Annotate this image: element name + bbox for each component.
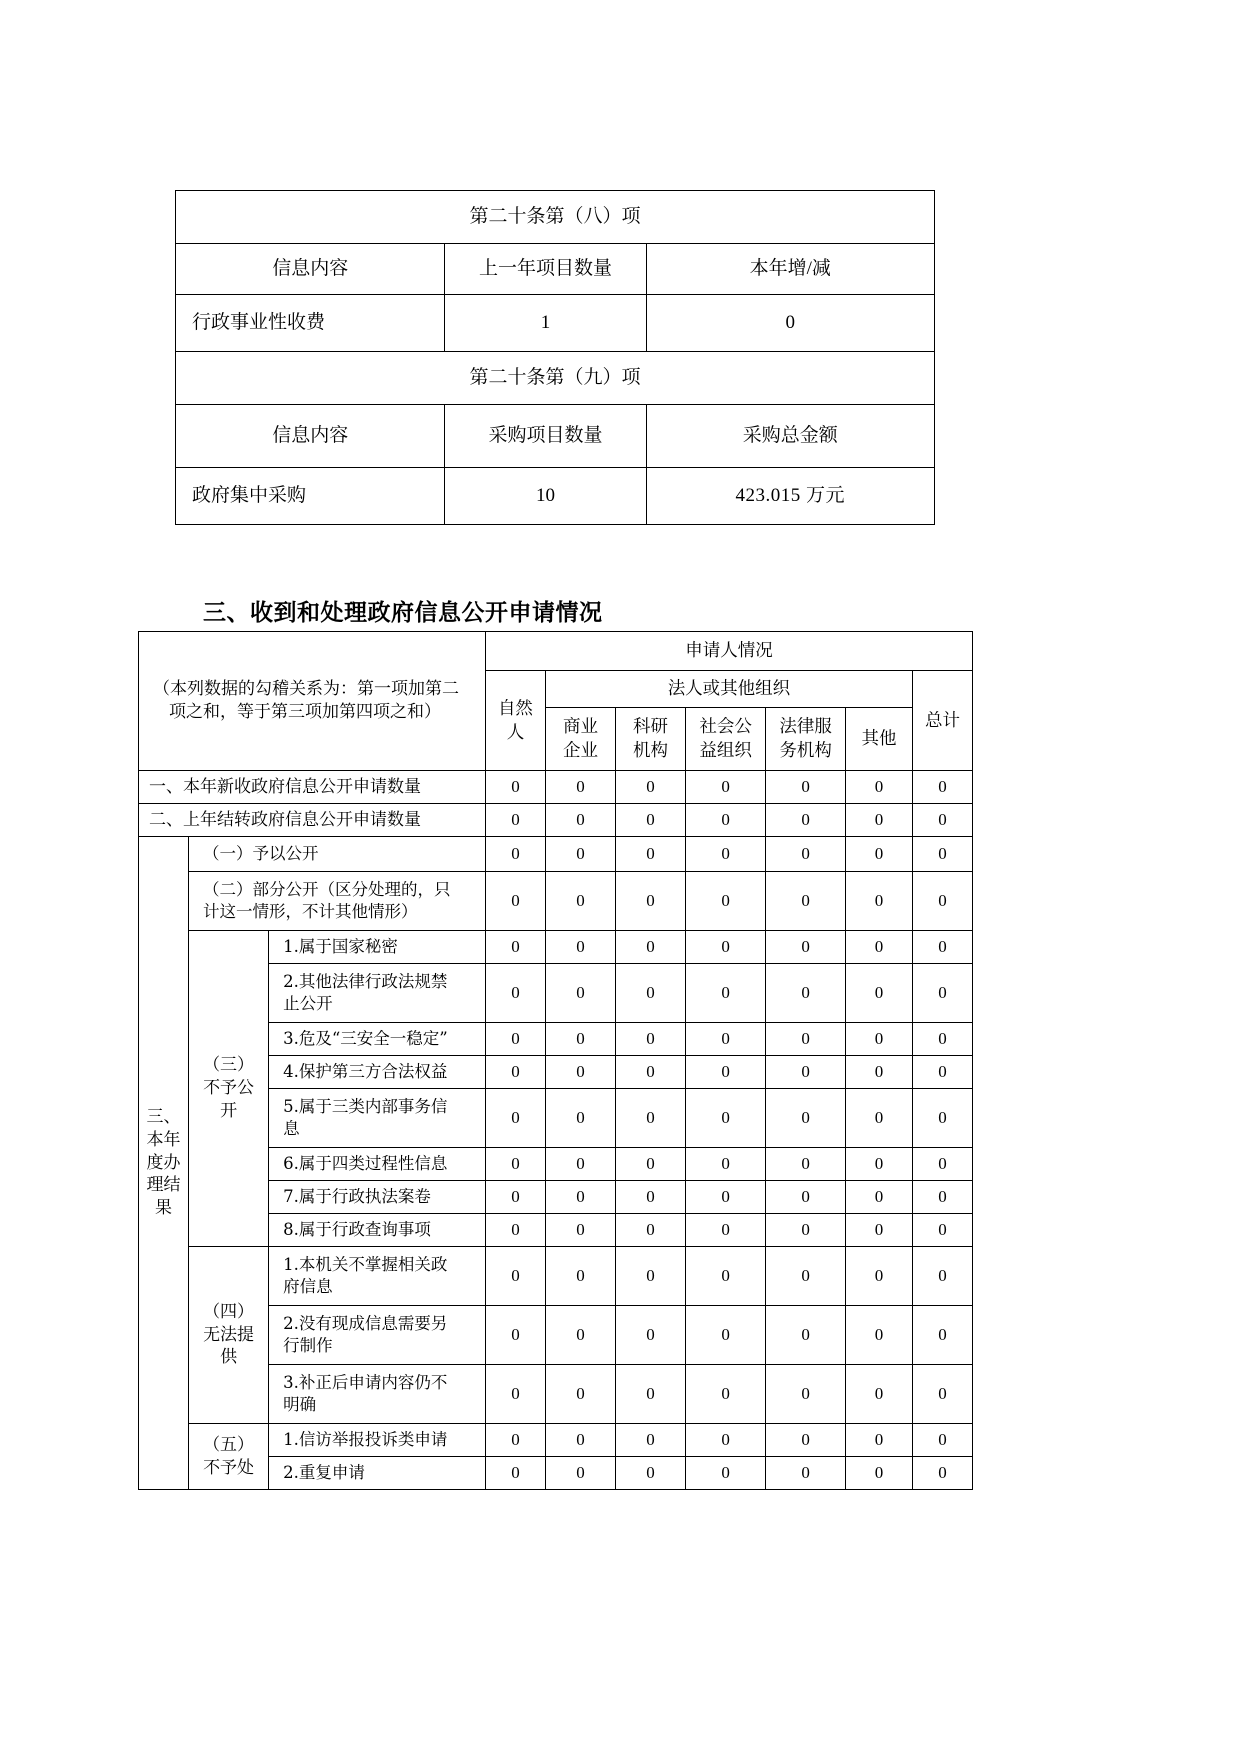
disclose-other: 0 bbox=[846, 837, 913, 872]
header-legal-service-org bbox=[766, 708, 846, 771]
admin-inquiry-legal-service: 0 bbox=[766, 1214, 846, 1247]
not-possessed-commercial: 0 bbox=[545, 1247, 615, 1306]
header-research-line1: 科研 bbox=[633, 716, 669, 737]
internal-affairs-legal-service: 0 bbox=[766, 1089, 846, 1148]
third-party-rights-line1: 4.保护第三方合法权益 bbox=[283, 1061, 448, 1081]
unable-provide-label-line3: 供 bbox=[220, 1347, 238, 1367]
group-label-line4: 理结 bbox=[146, 1175, 181, 1195]
admin-inquiry-public-welfare: 0 bbox=[686, 1214, 766, 1247]
three-safety-research: 0 bbox=[616, 1023, 686, 1056]
internal-affairs-total: 0 bbox=[912, 1089, 972, 1148]
item-label-third-party-rights bbox=[269, 1056, 486, 1089]
procurement-fees-table bbox=[175, 190, 935, 525]
duplicate-application-research: 0 bbox=[616, 1457, 686, 1490]
item-label-needs-creation bbox=[269, 1306, 486, 1365]
needs-creation-research: 0 bbox=[616, 1306, 686, 1365]
table-row-unable-provide-1 bbox=[139, 1247, 973, 1306]
third-party-rights-total: 0 bbox=[912, 1056, 972, 1089]
header-commercial-line2: 企业 bbox=[562, 740, 598, 760]
group-label-annual-processing-results bbox=[139, 837, 189, 1490]
header-natural-person-line2: 人 bbox=[506, 721, 525, 742]
needs-creation-other: 0 bbox=[846, 1306, 913, 1365]
disclose-research: 0 bbox=[616, 837, 686, 872]
partial-disclose-natural-person: 0 bbox=[485, 872, 545, 931]
partial-disclose-other: 0 bbox=[846, 872, 913, 931]
internal-affairs-public-welfare: 0 bbox=[686, 1089, 766, 1148]
still-unclear-commercial: 0 bbox=[545, 1365, 615, 1424]
item-label-duplicate-application bbox=[269, 1457, 486, 1490]
other-laws-total: 0 bbox=[912, 964, 972, 1023]
internal-affairs-other: 0 bbox=[846, 1089, 913, 1148]
other-laws-commercial: 0 bbox=[545, 964, 615, 1023]
item-label-state-secret bbox=[269, 931, 486, 964]
state-secret-natural-person: 0 bbox=[485, 931, 545, 964]
duplicate-application-commercial: 0 bbox=[545, 1457, 615, 1490]
sub-label-partial-disclose bbox=[189, 872, 486, 931]
table-row-section9-title bbox=[176, 352, 935, 405]
table-row-disclose bbox=[139, 837, 973, 872]
header-legal-person-group: 法人或其他组织 bbox=[545, 671, 912, 708]
table-row-section9-header bbox=[176, 405, 935, 468]
still-unclear-other: 0 bbox=[846, 1365, 913, 1424]
admin-inquiry-research: 0 bbox=[616, 1214, 686, 1247]
internal-affairs-line2: 息 bbox=[283, 1119, 300, 1138]
nondisclosure-label-line3: 开 bbox=[220, 1100, 238, 1120]
needs-creation-legal-service: 0 bbox=[766, 1306, 846, 1365]
internal-affairs-line1: 5.属于三类内部事务信 bbox=[283, 1096, 448, 1116]
checksum-note-line1: （本列数据的勾稽关系为：第一项加第二 bbox=[153, 679, 459, 699]
petition-complaint-natural-person: 0 bbox=[485, 1424, 545, 1457]
admin-inquiry-line1: 8.属于行政查询事项 bbox=[283, 1219, 431, 1239]
table-row-no-processing-1 bbox=[139, 1424, 973, 1457]
centralized-procurement-count: 10 bbox=[445, 468, 646, 525]
not-possessed-other: 0 bbox=[846, 1247, 913, 1306]
table-row-nondisclosure-1 bbox=[139, 931, 973, 964]
item-label-internal-affairs bbox=[269, 1089, 486, 1148]
duplicate-application-other: 0 bbox=[846, 1457, 913, 1490]
enforcement-files-total: 0 bbox=[912, 1181, 972, 1214]
disclose-natural-person: 0 bbox=[485, 837, 545, 872]
third-party-rights-commercial: 0 bbox=[545, 1056, 615, 1089]
section8-header-info-content: 信息内容 bbox=[176, 244, 445, 295]
carryover-natural-person: 0 bbox=[485, 804, 545, 837]
process-info-public-welfare: 0 bbox=[686, 1148, 766, 1181]
centralized-procurement-amount: 423.015 万元 bbox=[646, 468, 934, 525]
process-info-commercial: 0 bbox=[545, 1148, 615, 1181]
petition-complaint-other: 0 bbox=[846, 1424, 913, 1457]
section8-header-change: 本年增/减 bbox=[646, 244, 934, 295]
internal-affairs-natural-person: 0 bbox=[485, 1089, 545, 1148]
header-public-welfare-line2: 益组织 bbox=[699, 740, 752, 760]
third-party-rights-legal-service: 0 bbox=[766, 1056, 846, 1089]
other-laws-natural-person: 0 bbox=[485, 964, 545, 1023]
other-laws-public-welfare: 0 bbox=[686, 964, 766, 1023]
group-label-line3: 度办 bbox=[146, 1152, 181, 1172]
duplicate-application-natural-person: 0 bbox=[485, 1457, 545, 1490]
partial-disclose-legal-service: 0 bbox=[766, 872, 846, 931]
item-label-other-laws bbox=[269, 964, 486, 1023]
enforcement-files-line1: 7.属于行政执法案卷 bbox=[283, 1186, 431, 1206]
enforcement-files-research: 0 bbox=[616, 1181, 686, 1214]
new-applications-public-welfare: 0 bbox=[686, 771, 766, 804]
disclose-public-welfare: 0 bbox=[686, 837, 766, 872]
enforcement-files-legal-service: 0 bbox=[766, 1181, 846, 1214]
no-processing-label-line1: （五） bbox=[203, 1434, 255, 1454]
still-unclear-research: 0 bbox=[616, 1365, 686, 1424]
item-label-process-info bbox=[269, 1148, 486, 1181]
item-label-three-safety bbox=[269, 1023, 486, 1056]
not-possessed-public-welfare: 0 bbox=[686, 1247, 766, 1306]
admin-fees-prev-count: 1 bbox=[445, 295, 646, 352]
still-unclear-legal-service: 0 bbox=[766, 1365, 846, 1424]
internal-affairs-research: 0 bbox=[616, 1089, 686, 1148]
disclose-total: 0 bbox=[912, 837, 972, 872]
header-commercial-enterprise bbox=[545, 708, 615, 771]
still-unclear-line1: 3.补正后申请内容仍不 bbox=[283, 1372, 448, 1392]
row-label-new-applications: 一、本年新收政府信息公开申请数量 bbox=[139, 771, 486, 804]
other-laws-legal-service: 0 bbox=[766, 964, 846, 1023]
section9-header-count: 采购项目数量 bbox=[445, 405, 646, 468]
table-row-centralized-procurement bbox=[176, 468, 935, 525]
state-secret-research: 0 bbox=[616, 931, 686, 964]
group-label-line5: 果 bbox=[155, 1198, 173, 1218]
enforcement-files-public-welfare: 0 bbox=[686, 1181, 766, 1214]
not-possessed-total: 0 bbox=[912, 1247, 972, 1306]
row-label-carryover-applications: 二、上年结转政府信息公开申请数量 bbox=[139, 804, 486, 837]
third-party-rights-other: 0 bbox=[846, 1056, 913, 1089]
process-info-total: 0 bbox=[912, 1148, 972, 1181]
group-label-line1: 三、 bbox=[146, 1106, 181, 1126]
carryover-legal-service: 0 bbox=[766, 804, 846, 837]
centralized-procurement-label: 政府集中采购 bbox=[176, 468, 445, 525]
page-title: 三、收到和处理政府信息公开申请情况 bbox=[203, 599, 603, 625]
table-row-section8-header bbox=[176, 244, 935, 295]
admin-inquiry-commercial: 0 bbox=[545, 1214, 615, 1247]
group-label-no-processing bbox=[189, 1424, 269, 1490]
not-possessed-natural-person: 0 bbox=[485, 1247, 545, 1306]
group-label-nondisclosure bbox=[189, 931, 269, 1247]
enforcement-files-commercial: 0 bbox=[545, 1181, 615, 1214]
header-applicant-group: 申请人情况 bbox=[485, 632, 972, 671]
applications-table bbox=[138, 631, 973, 1490]
still-unclear-public-welfare: 0 bbox=[686, 1365, 766, 1424]
item-label-admin-inquiry bbox=[269, 1214, 486, 1247]
three-safety-legal-service: 0 bbox=[766, 1023, 846, 1056]
other-laws-line2: 止公开 bbox=[283, 994, 333, 1013]
item-label-enforcement-files bbox=[269, 1181, 486, 1214]
enforcement-files-other: 0 bbox=[846, 1181, 913, 1214]
section9-header-amount: 采购总金额 bbox=[646, 405, 934, 468]
admin-fees-change: 0 bbox=[646, 295, 934, 352]
still-unclear-natural-person: 0 bbox=[485, 1365, 545, 1424]
third-party-rights-public-welfare: 0 bbox=[686, 1056, 766, 1089]
third-party-rights-research: 0 bbox=[616, 1056, 686, 1089]
table-row-admin-fees bbox=[176, 295, 935, 352]
header-total: 总计 bbox=[912, 671, 972, 771]
three-safety-commercial: 0 bbox=[545, 1023, 615, 1056]
checksum-note bbox=[139, 632, 486, 771]
header-legal-service-line1: 法律服 bbox=[779, 716, 832, 737]
nondisclosure-label-line2: 不予公 bbox=[203, 1078, 255, 1098]
not-possessed-research: 0 bbox=[616, 1247, 686, 1306]
new-applications-commercial: 0 bbox=[545, 771, 615, 804]
carryover-other: 0 bbox=[846, 804, 913, 837]
petition-complaint-legal-service: 0 bbox=[766, 1424, 846, 1457]
section9-title: 第二十条第（九）项 bbox=[176, 352, 935, 405]
petition-complaint-commercial: 0 bbox=[545, 1424, 615, 1457]
three-safety-total: 0 bbox=[912, 1023, 972, 1056]
admin-inquiry-total: 0 bbox=[912, 1214, 972, 1247]
no-processing-label-line2: 不予处 bbox=[203, 1457, 255, 1477]
partial-disclose-commercial: 0 bbox=[545, 872, 615, 931]
process-info-line1: 6.属于四类过程性信息 bbox=[283, 1153, 448, 1173]
new-applications-total: 0 bbox=[912, 771, 972, 804]
admin-inquiry-other: 0 bbox=[846, 1214, 913, 1247]
process-info-natural-person: 0 bbox=[485, 1148, 545, 1181]
needs-creation-natural-person: 0 bbox=[485, 1306, 545, 1365]
admin-inquiry-natural-person: 0 bbox=[485, 1214, 545, 1247]
header-research-line2: 机构 bbox=[633, 740, 669, 760]
sub-label-disclose: （一）予以公开 bbox=[189, 837, 486, 872]
header-public-welfare-line1: 社会公 bbox=[699, 716, 752, 737]
three-safety-public-welfare: 0 bbox=[686, 1023, 766, 1056]
process-info-other: 0 bbox=[846, 1148, 913, 1181]
disclose-legal-service: 0 bbox=[766, 837, 846, 872]
still-unclear-line2: 明确 bbox=[283, 1395, 317, 1414]
petition-complaint-line1: 1.信访举报投诉类申请 bbox=[283, 1429, 448, 1449]
state-secret-public-welfare: 0 bbox=[686, 931, 766, 964]
other-laws-research: 0 bbox=[616, 964, 686, 1023]
item-label-not-possessed bbox=[269, 1247, 486, 1306]
other-laws-other: 0 bbox=[846, 964, 913, 1023]
carryover-public-welfare: 0 bbox=[686, 804, 766, 837]
process-info-legal-service: 0 bbox=[766, 1148, 846, 1181]
third-party-rights-natural-person: 0 bbox=[485, 1056, 545, 1089]
section8-header-prev-year-count: 上一年项目数量 bbox=[445, 244, 646, 295]
three-safety-other: 0 bbox=[846, 1023, 913, 1056]
item-label-petition-complaint bbox=[269, 1424, 486, 1457]
table-row-section8-title bbox=[176, 191, 935, 244]
other-laws-line1: 2.其他法律行政法规禁 bbox=[283, 971, 448, 991]
duplicate-application-legal-service: 0 bbox=[766, 1457, 846, 1490]
header-natural-person bbox=[485, 671, 545, 771]
needs-creation-total: 0 bbox=[912, 1306, 972, 1365]
duplicate-application-total: 0 bbox=[912, 1457, 972, 1490]
petition-complaint-total: 0 bbox=[912, 1424, 972, 1457]
duplicate-application-public-welfare: 0 bbox=[686, 1457, 766, 1490]
partial-disclose-total: 0 bbox=[912, 872, 972, 931]
three-safety-natural-person: 0 bbox=[485, 1023, 545, 1056]
section8-title: 第二十条第（八）项 bbox=[176, 191, 935, 244]
header-natural-person-line1: 自然 bbox=[497, 697, 533, 718]
carryover-research: 0 bbox=[616, 804, 686, 837]
section9-header-info-content: 信息内容 bbox=[176, 405, 445, 468]
carryover-total: 0 bbox=[912, 804, 972, 837]
group-label-unable-to-provide bbox=[189, 1247, 269, 1424]
header-public-welfare-org bbox=[686, 708, 766, 771]
duplicate-application-line1: 2.重复申请 bbox=[283, 1462, 365, 1482]
partial-disclose-research: 0 bbox=[616, 872, 686, 931]
state-secret-line1: 1.属于国家秘密 bbox=[283, 936, 398, 956]
needs-creation-line2: 行制作 bbox=[283, 1336, 333, 1355]
table-row-new-applications bbox=[139, 771, 973, 804]
applications-table-wrapper bbox=[138, 631, 973, 1490]
procurement-fees-table-wrapper bbox=[175, 190, 935, 525]
process-info-research: 0 bbox=[616, 1148, 686, 1181]
still-unclear-total: 0 bbox=[912, 1365, 972, 1424]
header-other: 其他 bbox=[846, 708, 913, 771]
petition-complaint-public-welfare: 0 bbox=[686, 1424, 766, 1457]
needs-creation-line1: 2.没有现成信息需要另 bbox=[283, 1313, 448, 1333]
internal-affairs-commercial: 0 bbox=[545, 1089, 615, 1148]
disclose-commercial: 0 bbox=[545, 837, 615, 872]
nondisclosure-label-line1: （三） bbox=[203, 1055, 255, 1075]
new-applications-legal-service: 0 bbox=[766, 771, 846, 804]
item-label-still-unclear bbox=[269, 1365, 486, 1424]
not-possessed-line1: 1.本机关不掌握相关政 bbox=[283, 1254, 448, 1274]
admin-fees-label: 行政事业性收费 bbox=[176, 295, 445, 352]
new-applications-research: 0 bbox=[616, 771, 686, 804]
needs-creation-commercial: 0 bbox=[545, 1306, 615, 1365]
new-applications-natural-person: 0 bbox=[485, 771, 545, 804]
carryover-commercial: 0 bbox=[545, 804, 615, 837]
state-secret-commercial: 0 bbox=[545, 931, 615, 964]
group-label-line2: 本年 bbox=[146, 1129, 181, 1149]
table-header-row-1 bbox=[139, 632, 973, 671]
three-safety-line1: 3.危及“三安全一稳定” bbox=[283, 1028, 448, 1048]
table-row-partial-disclose bbox=[139, 872, 973, 931]
table-row-carryover-applications bbox=[139, 804, 973, 837]
partial-disclose-line2: 计这一情形，不计其他情形） bbox=[203, 902, 418, 921]
state-secret-other: 0 bbox=[846, 931, 913, 964]
new-applications-other: 0 bbox=[846, 771, 913, 804]
header-commercial-line1: 商业 bbox=[562, 716, 598, 737]
enforcement-files-natural-person: 0 bbox=[485, 1181, 545, 1214]
header-legal-service-line2: 务机构 bbox=[779, 740, 832, 760]
checksum-note-line2: 项之和，等于第三项加第四项之和） bbox=[169, 702, 441, 721]
not-possessed-line2: 府信息 bbox=[283, 1277, 333, 1296]
partial-disclose-line1: （二）部分公开（区分处理的，只 bbox=[203, 879, 451, 899]
unable-provide-label-line2: 无法提 bbox=[203, 1324, 255, 1344]
state-secret-total: 0 bbox=[912, 931, 972, 964]
header-research-institution bbox=[616, 708, 686, 771]
needs-creation-public-welfare: 0 bbox=[686, 1306, 766, 1365]
not-possessed-legal-service: 0 bbox=[766, 1247, 846, 1306]
state-secret-legal-service: 0 bbox=[766, 931, 846, 964]
unable-provide-label-line1: （四） bbox=[203, 1301, 255, 1321]
partial-disclose-public-welfare: 0 bbox=[686, 872, 766, 931]
petition-complaint-research: 0 bbox=[616, 1424, 686, 1457]
